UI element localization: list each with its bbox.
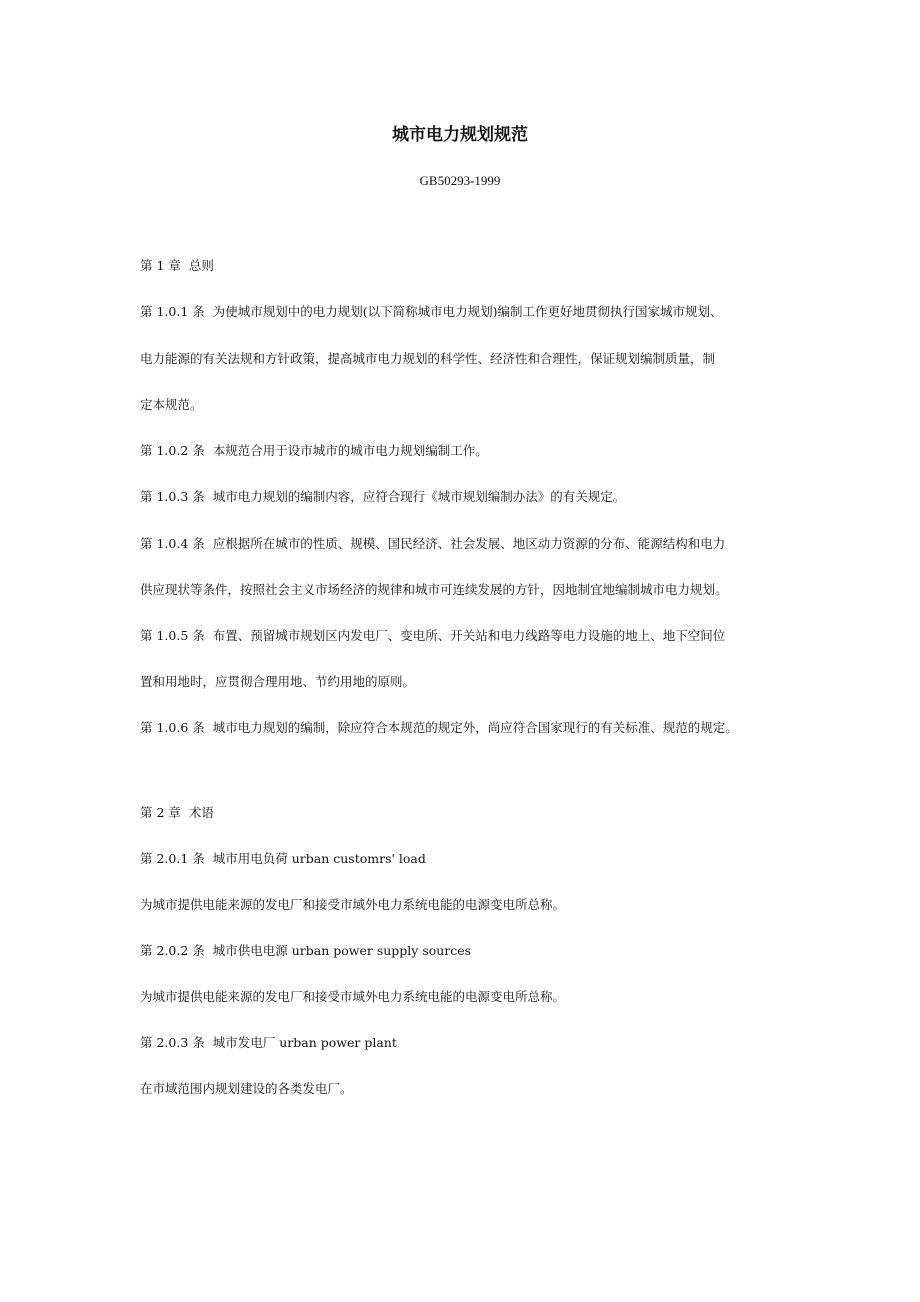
- article-2-0-2-term: [140, 942, 800, 960]
- term-text: 城市供电电源 urban power supply sources: [212, 943, 472, 958]
- article-2-0-1-definition: 为城市提供电能来源的发电厂和接受市域外电力系统电能的电源变电所总称。: [140, 897, 566, 912]
- article-1-0-5-line-1: [140, 627, 800, 645]
- article-2-0-3-definition: 在市域范围内规划建设的各类发电厂。: [140, 1081, 353, 1096]
- article-1-0-3: [140, 488, 800, 506]
- article-label: 第 1.0.2 条: [140, 443, 205, 458]
- article-text: 城市电力规划的编制，除应符合本规范的规定外，尚应符合国家现行的有关标准、规范的规定。: [212, 720, 738, 735]
- article-label: 第 1.0.1 条: [140, 304, 205, 319]
- article-text: 为使城市规划中的电力规划(以下简称城市电力规划)编制工作更好地贯彻执行国家城市规划、: [212, 304, 723, 319]
- standard-code: GB50293-1999: [419, 173, 501, 188]
- term-text: 城市用电负荷 urban customrs' load: [212, 851, 426, 866]
- article-1-0-2: [140, 442, 800, 460]
- article-label: 第 1.0.3 条: [140, 489, 205, 504]
- article-label: 第 1.0.5 条: [140, 628, 205, 643]
- document-title: 城市电力规划规范: [392, 125, 528, 145]
- article-2-0-3-term: [140, 1034, 800, 1052]
- article-label: 第 1.0.4 条: [140, 536, 205, 551]
- article-1-0-6: [140, 719, 800, 737]
- article-1-0-1-line-3: 定本规范。: [140, 397, 203, 412]
- article-text: 本规范合用于设市城市的城市电力规划编制工作。: [212, 443, 488, 458]
- article-text: 应根据所在城市的性质、规模、国民经济、社会发展、地区动力资源的分布、能源结构和电力: [212, 536, 726, 551]
- article-text: 布置、预留城市规划区内发电厂、变电所、开关站和电力线路等电力设施的地上、地下空间位: [212, 628, 726, 643]
- article-label: 第 2.0.3 条: [140, 1035, 205, 1050]
- article-1-0-1-line-2: 电力能源的有关法规和方针政策，提高城市电力规划的科学性、经济性和合理性，保证规划编制质量，制: [140, 351, 716, 366]
- term-text: 城市发电厂 urban power plant: [212, 1035, 397, 1050]
- article-label: 第 2.0.2 条: [140, 943, 205, 958]
- chapter-label: 第 2 章: [140, 805, 181, 820]
- chapter-title: 总则: [188, 258, 214, 273]
- article-text: 城市电力规划的编制内容，应符合现行《城市规划编制办法》的有关规定。: [212, 489, 626, 504]
- article-2-0-2-definition: 为城市提供电能来源的发电厂和接受市域外电力系统电能的电源变电所总称。: [140, 989, 566, 1004]
- article-label: 第 1.0.6 条: [140, 720, 205, 735]
- article-1-0-4-line-2: 供应现状等条件，按照社会主义市场经济的规律和城市可连续发展的方针，因地制宜地编制城市电力规划。: [140, 582, 728, 597]
- chapter-2-heading: [140, 804, 800, 822]
- chapter-1-heading: [140, 257, 800, 275]
- article-2-0-1-term: [140, 850, 800, 868]
- article-1-0-1-line-1: [140, 303, 800, 321]
- article-label: 第 2.0.1 条: [140, 851, 205, 866]
- chapter-label: 第 1 章: [140, 258, 181, 273]
- article-1-0-4-line-1: [140, 535, 800, 553]
- article-1-0-5-line-2: 置和用地时，应贯彻合理用地、节约用地的原则。: [140, 674, 416, 689]
- chapter-title: 术语: [188, 805, 214, 820]
